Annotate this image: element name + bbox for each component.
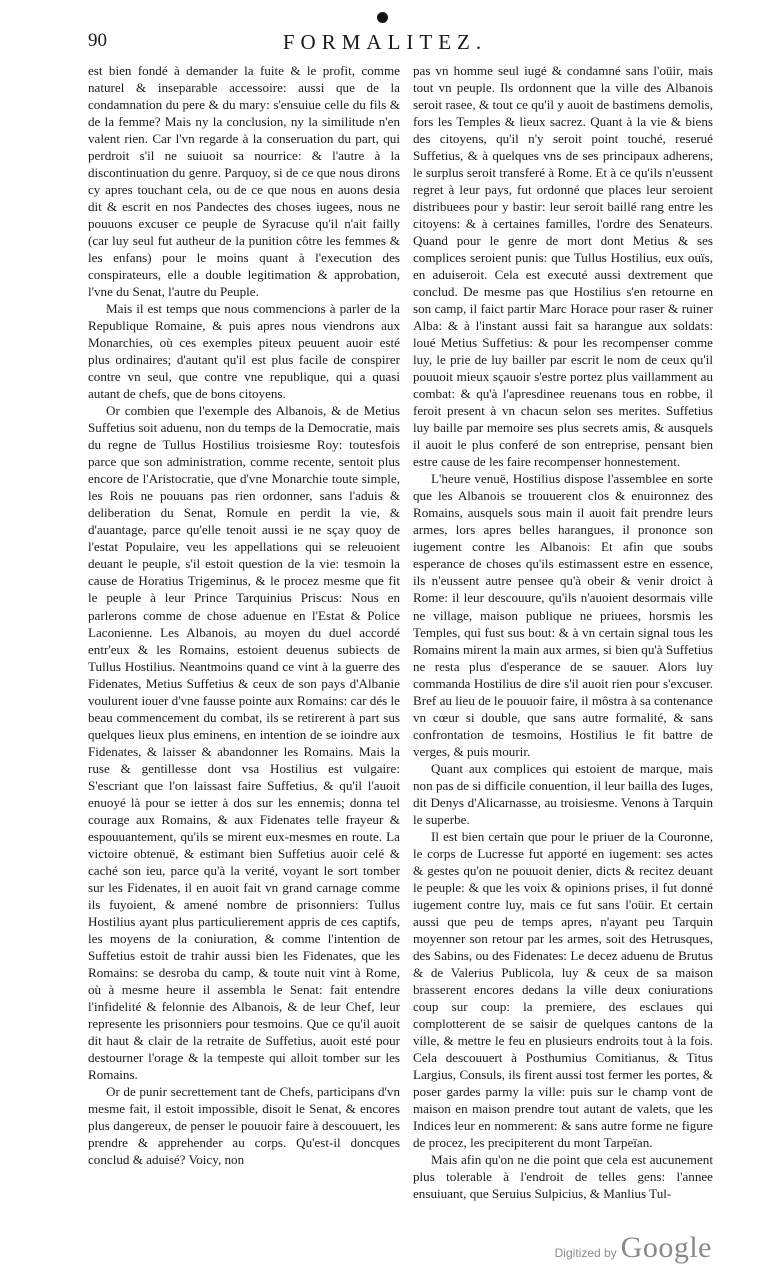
column-gutter (405, 62, 406, 1152)
right-column (413, 62, 713, 1202)
running-head: FORMALITEZ. (282, 30, 488, 54)
paragraph: est bien fondé à demander la fuite & le profit, comme naturel & inseparable accessoire: aussi que de la condamnation du pere & du mary: s'ensuiue celle du fils & de la femme? Mais ny la conclusion, ny la similitude n'en valent rien. Car l'vn regarde à la conseruation du part, qui perdroit s'il ne suiuoit sa nourrice: & l'autre à la discontinuation du genre. Parquoy, si de ce que nous dirons cy apres touchant cela, ou de ce que nous en auons desia dit & escrit en nos Pandectes des choses iugees, nous ne pouuons excuser ce peuple de Syracuse qu'il n'ait failly (car luy seul fut autheur de la punition côtre les femmes & les enfans) pour le moins quant à l'execution des conspirateurs, elle a double legitimation & approbation, l'vne du Senat, l'autre du Peuple. (88, 63, 400, 300)
paragraph: Or de punir secrettement tant de Chefs, participans d'vn mesme fait, il estoit impossible, disoit le Senat, & encores plus dangereux, de penser le pouuoir faire à descouuert, les prendre & apprehender au corps. Qu'est-il doncques conclud & aduisé? Voicy, non (88, 1083, 400, 1167)
paragraph: Il est bien certain que pour le priuer de la Couronne, le corps de Lucresse fut apporté en iugement: ses actes & gestes qu'on ne pouuoit denier, dicts & recitez deuant le peuple: & que les voix & opinions prises, il fut donné iugement contre luy, mais ce fut sans l'oüir. Et certain aussi que peu de temps apres, n'ayant peu Tarquin moyenner son retour par les armes, soit des Hetrusques, des Sabins, ou des Fidenates: Le decez aduenu de Brutus & de Valerius Publicola, luy & ceux de sa maison brasserent encores dedans la ville deux coniurations coup sur coup: la premiere, des esclaues qui complotterent de se saisir de quelques cantons de la ville, & mettre le feu en plusieurs endroits tout à la fois. Cela descouuert à Posthumius Comitianus, & Titus Largius, Consuls, ils firent aussi tost fermer les portes, & poser gardes parmy la ville: puis sur le champ vont de maison en maison prendre tout autant de valets, que les Indices leur en nommerent: & sans autre forme ne figure de procez, les precipiterent du mont Tarpeïan. (413, 828, 713, 1150)
paragraph: Or combien que l'exemple des Albanois, & de Metius Suffetius soit aduenu, non du temps de la Democratie, mais du regne de Tullus Hostilius troisiesme Roy: toutesfois parce que son administration, comme recente, sentoit plus encore de l'Aristocratie, que d'vne Monarchie toute simple, les Rois ne pouuans pas rien ordonner, sans l'aduis & deliberation du Senat, Romule en perdit la vie, & d'auantage, parce qu'elle tenoit aussi ie ne sçay quoy de l'estat Populaire, veu les appellations qui se releuoient deuant le peuple, s'il estoit question de la vie: tesmoin la cause de Horatius Trigeminus, & le procez mesme que fit le peuple à leur Prince Tarquinius Priscus: Nous en parlerons comme de chose aduenue en l'Estat & Police Laconienne. Les Albanois, au moyen du duel accordé entr'eux & les Romains, estoient deuenus subiects de Tullus Hostilius. Neantmoins quand ce vint à la guerre des Fidenates, Metius Suffetius & ceux de son pays d'Albanie voulurent iouer d'vne fausse pointe aux Romains: car dés le beau commencement du combat, ils se retirerent à part sus quelques lieux plus eminens, en intention de se ioindre aux Fidenates, & laisser & abandonner les Romains. Mais la ruse & gentillesse dont vsa Hostilius est vulgaire: S'escriant que l'on laissast faire Suffetius, & qu'il l'auoit enuoyé là pour se ietter à dos sur les ennemis; donna tel courage aux Romains, & aux Fidenates telle frayeur & espouuantement, qu'ils se mirent eux-mesmes en route. La victoire obtenuë, & estimant bien Suffetius auoir celé & caché son ieu, parce qu'à la verité, voyant le sort tomber sur les Fidenates, il en auoit fait vn grand carnage comme ils fuyoient, & amené nombre de prisonniers: Tullus Hostilius ayant plus particulierement appris de ces captifs, les moyens de la coniuration, & comme l'intention de Suffetius estoit de trahir aussi bien les Fidenates, que les Romains: se desroba du camp, & toute nuit vint à Rome, où à mesme heure il assembla le Senat: fait entendre l'infidelité & felonnie des Albanois, & de leur Chef, leur represente les prisonniers pour tesmoins. Que ce qu'il auoit dit haut & clair de la retraite de Suffetius, auoit esté pour destourner l'orage & la tempeste qui alloit tomber sur les Romains. (88, 403, 400, 1082)
google-watermark (555, 1231, 712, 1265)
ink-blot (377, 12, 388, 23)
watermark-prefix: Digitized by (554, 1246, 617, 1260)
page-number: 90 (88, 30, 107, 51)
paragraph: Mais afin qu'on ne die point que cela est aucunement plus tolerable à l'endroit de telles gens: l'annee ensuiuant, que Seruius Sulpicius, & Manlius Tul- (413, 1152, 713, 1202)
left-column (88, 62, 400, 1168)
google-logo: Google (620, 1231, 712, 1264)
paragraph: pas vn homme seul iugé & condamné sans l'oüir, mais tout vn peuple. Ils ordonnent que la ville des Albanois seroit rasee, & tout ce qu'il y auoit de bastimens demolis, fors les Temples & lieux sacrez. Quant à la vie & biens des citoyens, qu'il n'y seroit point touché, reserué Suffetius, & à quelques vns de ses principaux adherens, le surplus seroit transferé à Rome. Et à ce qu'ils n'eussent regret à leur pays, fut ordonné que places leur seroient distribuees pour y bastir: leur seroit baillé rang entre les citoyens: & à certaines familles, l'ordre des Senateurs. Quand pour le genre de mort dont Metius & ses complices seroient punis: que Tullus Hostilius, eux ouïs, en aduiseroit. Cela est executé aussi dextrement que conclud. De mesme pas que Hostilius s'en retourne en son camp, il faict partir Marc Horace pour raser & ruiner Alba: & à l'instant aussi fait sa harangue aux soldats: loué Metius Suffetius: & pour les recompenser comme luy, le prie de luy bailler par escrit le nom de ceux qu'il pouuoit mieux sçauoir s'estre portez plus vaillamment au combat: & qu'à l'apresdinee reuenans tous en robbe, il feroit present à vn chacun selon ses merites. Suffetius luy baille par memoire ses plus secrets amis, & ausquels il auoit le plus conferé de son entreprise, pensant bien estre cause de les faire recompenser honnestement. (413, 63, 713, 470)
paragraph: Quant aux complices qui estoient de marque, mais non pas de si difficile conuention, il leur bailla des Iuges, dit Denys d'Alicarnasse, au troisiesme. Venons à Tarquin le superbe. (413, 760, 713, 827)
paragraph: Mais il est temps que nous commencions à parler de la Republique Romaine, & puis apres nous viendrons aux Monarchies, où ces exemples piteux peuuent auoir esté plus ordinaires; d'autant qu'il est plus facile de conspirer contre vn seul, que contre vne republique, qui a quasi autant de chefs, que de bons citoyens. (88, 301, 400, 402)
paragraph: L'heure venuë, Hostilius dispose l'assemblee en sorte que les Albanois se trouuerent clos & enuironnez des Romains, ausquels sous main il auoit fait prendre leurs armes, lors apres belles harangues, il prononce son iugement contre les Albanois: Et afin que soubs esperance de choses qu'ils estimassent estre en essence, ils n'eussent autre pensee qu'à obeir & venir droict à Rome: il leur descouure, qu'ils n'auoient desormais ville ne village, maison publique ne priuees, horsmis les Temples, qui fust sus bout: & à vn certain signal tous les Romains mirent la main aux armes, si bien qu'à Suffetius ne resta plus d'esperance de se sauuer. Alors luy commanda Hostilius de dire s'il auoit rien pour s'excuser. Bref au lieu de le pouuoir faire, il môstra à sa contenance vn cœur si double, que sans autre formalité, & sans confrontation de tesmoins, Hostilius le fit battre de verges, & puis mourir. (413, 471, 713, 759)
